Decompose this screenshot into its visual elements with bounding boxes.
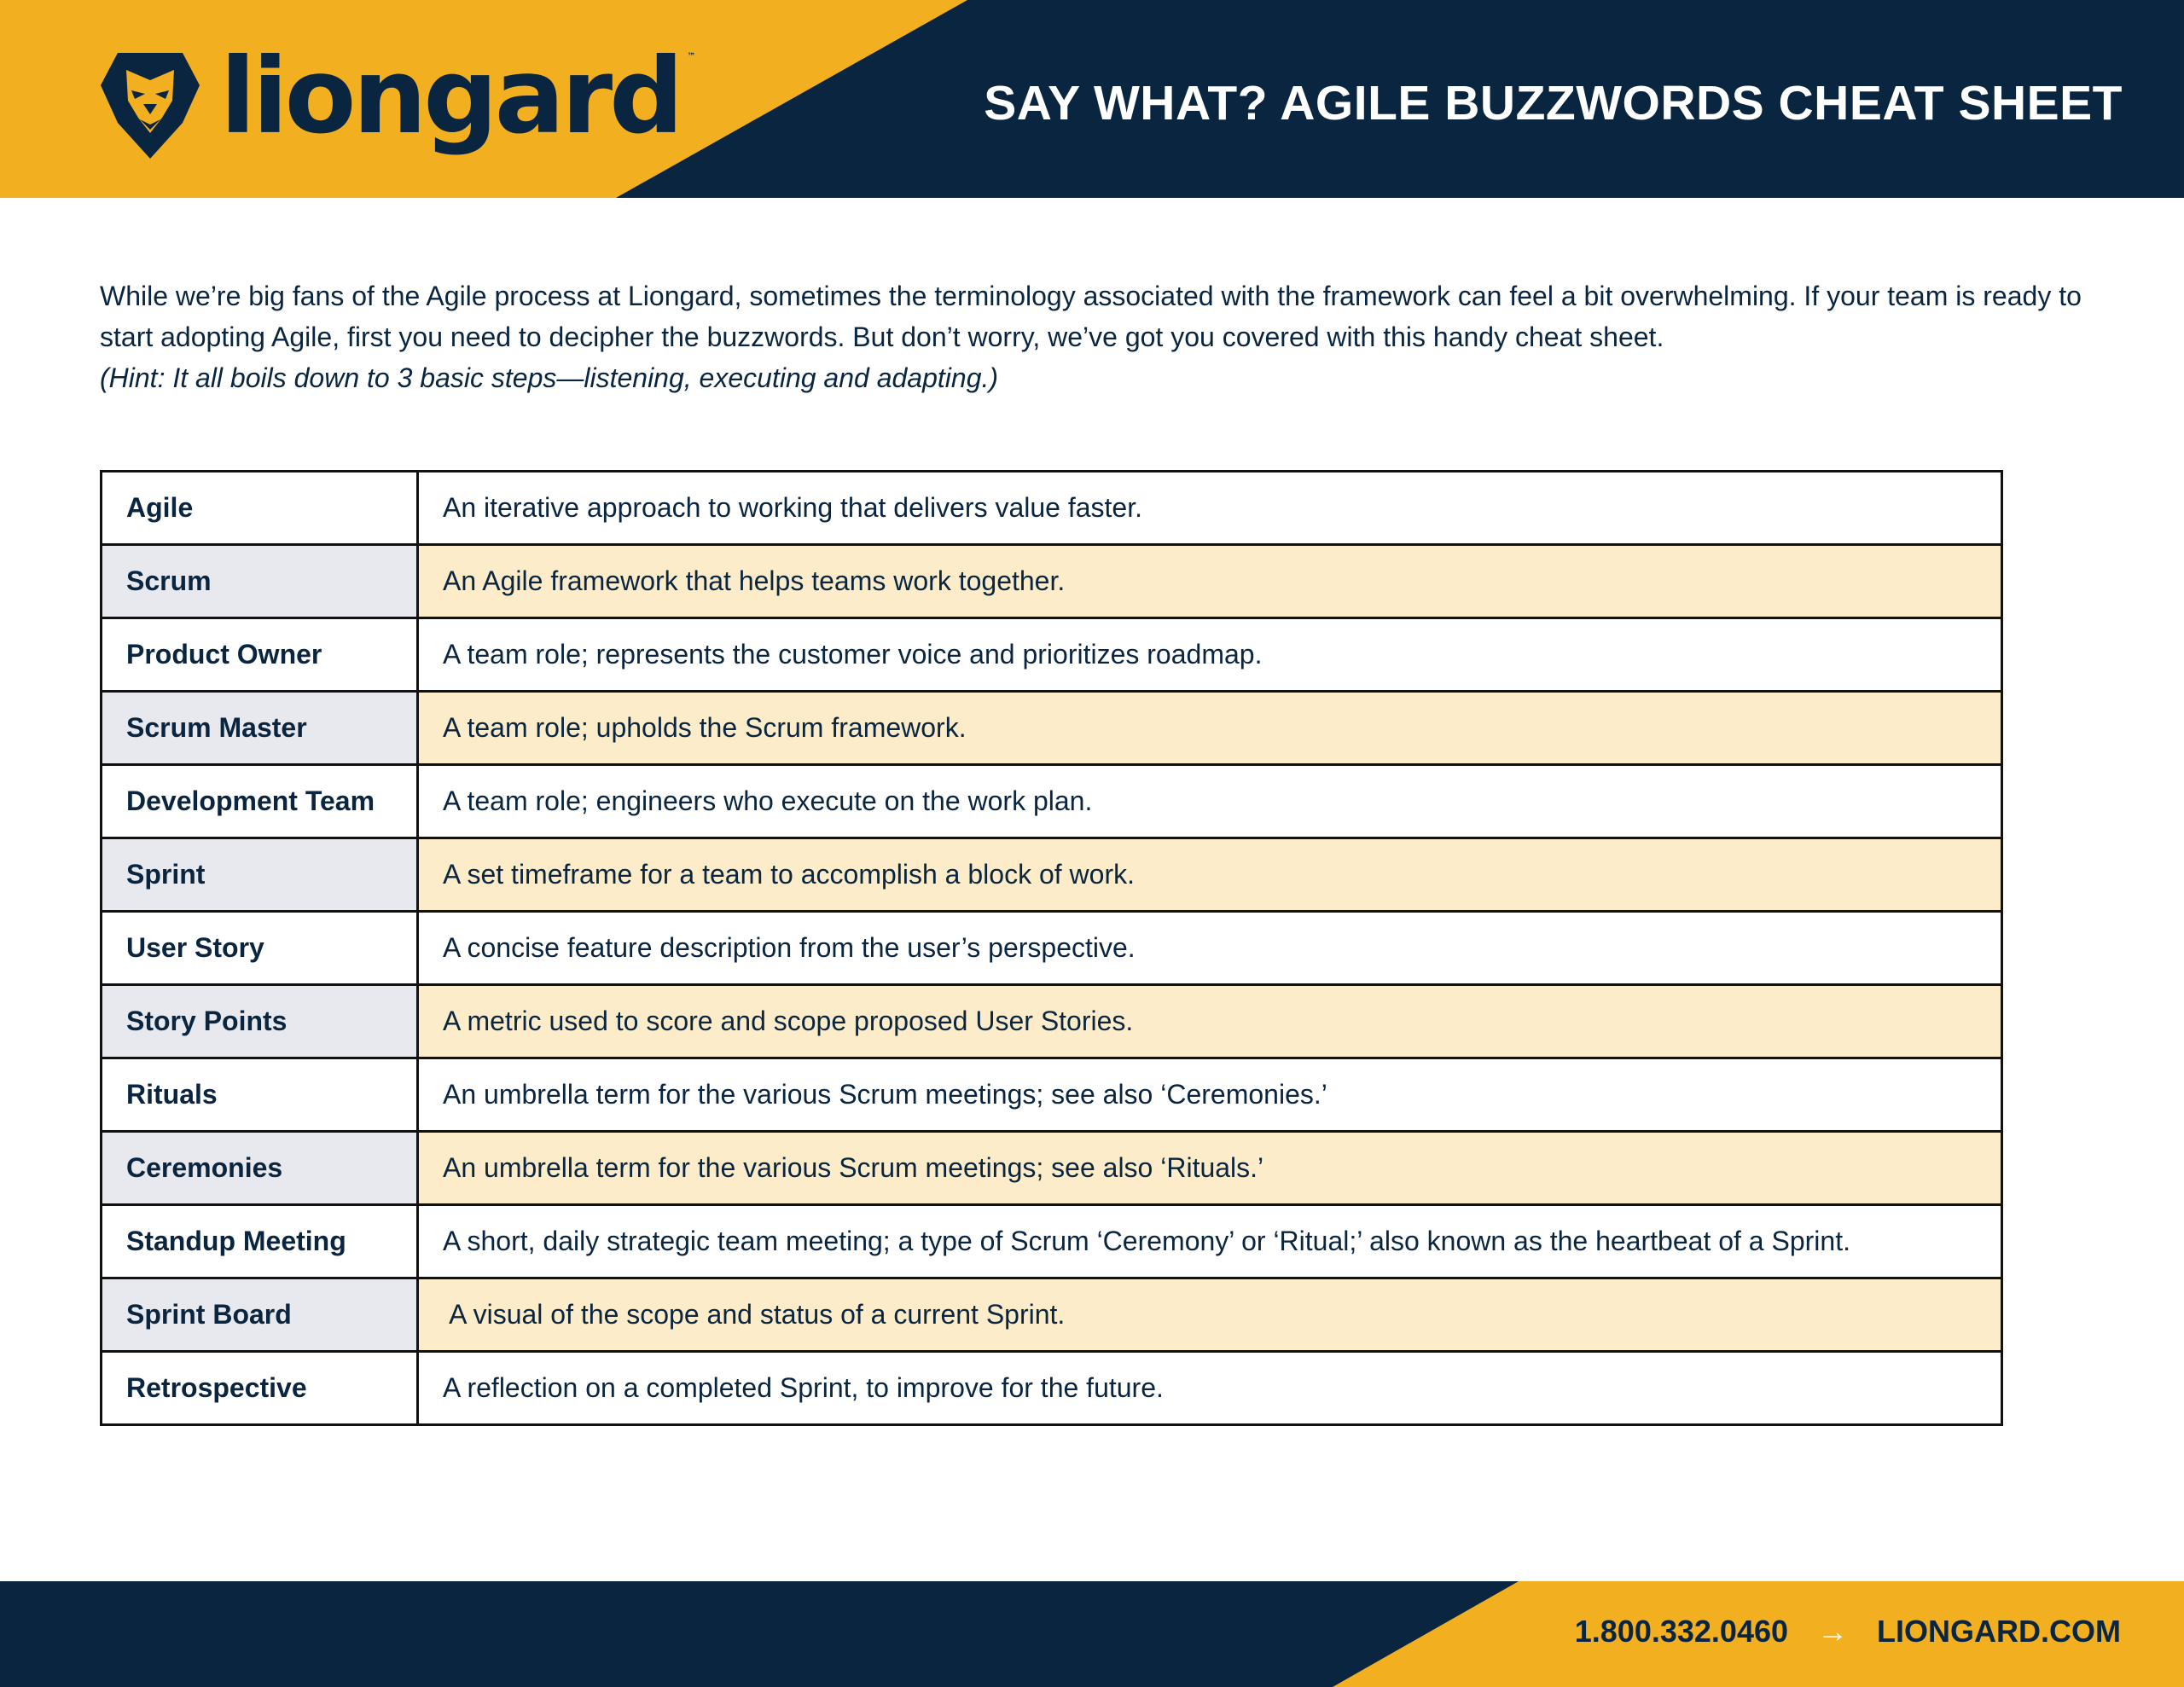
definition-cell: A set timeframe for a team to accomplish a block of work. xyxy=(418,838,2002,912)
footer-banner xyxy=(0,1581,2184,1687)
term-cell: Development Team xyxy=(102,765,418,838)
table-row xyxy=(102,912,2002,985)
term-cell: Sprint Board xyxy=(102,1278,418,1352)
intro-text: While we’re big fans of the Agile process at Liongard, sometimes the terminology associated with the framework can feel a bit overwhelming. If your team is ready to start adopting Agile, first you need to decipher the buzzwords. But don’t worry, we’ve got you covered with this handy cheat sheet. xyxy=(100,281,2082,352)
intro-hint: (Hint: It all boils down to 3 basic steps—listening, executing and adapting.) xyxy=(100,362,999,393)
term-cell: Ceremonies xyxy=(102,1132,418,1205)
term-cell: Scrum Master xyxy=(102,692,418,765)
term-cell: User Story xyxy=(102,912,418,985)
definition-cell: A short, daily strategic team meeting; a type of Scrum ‘Ceremony’ or ‘Ritual;’ also known as the heartbeat of a Sprint. xyxy=(418,1205,2002,1278)
intro-paragraph xyxy=(100,275,2088,398)
term-cell: Product Owner xyxy=(102,618,418,692)
definition-cell: An umbrella term for the various Scrum meetings; see also ‘Rituals.’ xyxy=(418,1132,2002,1205)
phone-number-link[interactable]: 1.800.332.0460 xyxy=(1574,1614,1789,1649)
table-row xyxy=(102,1205,2002,1278)
glossary-table xyxy=(100,470,2003,1426)
table-row xyxy=(102,1352,2002,1425)
table-row xyxy=(102,1278,2002,1352)
term-cell: Agile xyxy=(102,472,418,545)
logo-wordmark xyxy=(220,36,696,157)
header-banner xyxy=(0,0,2184,198)
table-row xyxy=(102,985,2002,1058)
definition-cell: A visual of the scope and status of a current Sprint. xyxy=(418,1278,2002,1352)
lion-head-icon xyxy=(101,51,200,159)
term-cell: Retrospective xyxy=(102,1352,418,1425)
definition-cell: A reflection on a completed Sprint, to improve for the future. xyxy=(418,1352,2002,1425)
table-row xyxy=(102,765,2002,838)
glossary-table-body xyxy=(102,472,2002,1425)
trademark-symbol: ™ xyxy=(687,52,696,61)
definition-cell: An Agile framework that helps teams work together. xyxy=(418,545,2002,618)
website-link[interactable]: LIONGARD.COM xyxy=(1877,1614,2121,1649)
definition-cell: A team role; upholds the Scrum framework. xyxy=(418,692,2002,765)
footer-contact xyxy=(1575,1614,2121,1649)
definition-cell: A metric used to score and scope proposed User Stories. xyxy=(418,985,2002,1058)
definition-cell: An iterative approach to working that delivers value faster. xyxy=(418,472,2002,545)
table-row xyxy=(102,1132,2002,1205)
term-cell: Sprint xyxy=(102,838,418,912)
liongard-logo[interactable] xyxy=(101,36,696,159)
table-row xyxy=(102,472,2002,545)
term-cell: Story Points xyxy=(102,985,418,1058)
table-row xyxy=(102,1058,2002,1132)
term-cell: Standup Meeting xyxy=(102,1205,418,1278)
table-row xyxy=(102,545,2002,618)
arrow-right-icon: → xyxy=(1817,1614,1849,1649)
definition-cell: A team role; represents the customer voice and prioritizes roadmap. xyxy=(418,618,2002,692)
term-cell: Scrum xyxy=(102,545,418,618)
definition-cell: A concise feature description from the user’s perspective. xyxy=(418,912,2002,985)
definition-cell: A team role; engineers who execute on the work plan. xyxy=(418,765,2002,838)
page-title: SAY WHAT? AGILE BUZZWORDS CHEAT SHEET xyxy=(984,76,2123,130)
term-cell: Rituals xyxy=(102,1058,418,1132)
table-row xyxy=(102,618,2002,692)
logo-text: liongard xyxy=(220,36,681,157)
table-row xyxy=(102,692,2002,765)
table-row xyxy=(102,838,2002,912)
definition-cell: An umbrella term for the various Scrum meetings; see also ‘Ceremonies.’ xyxy=(418,1058,2002,1132)
